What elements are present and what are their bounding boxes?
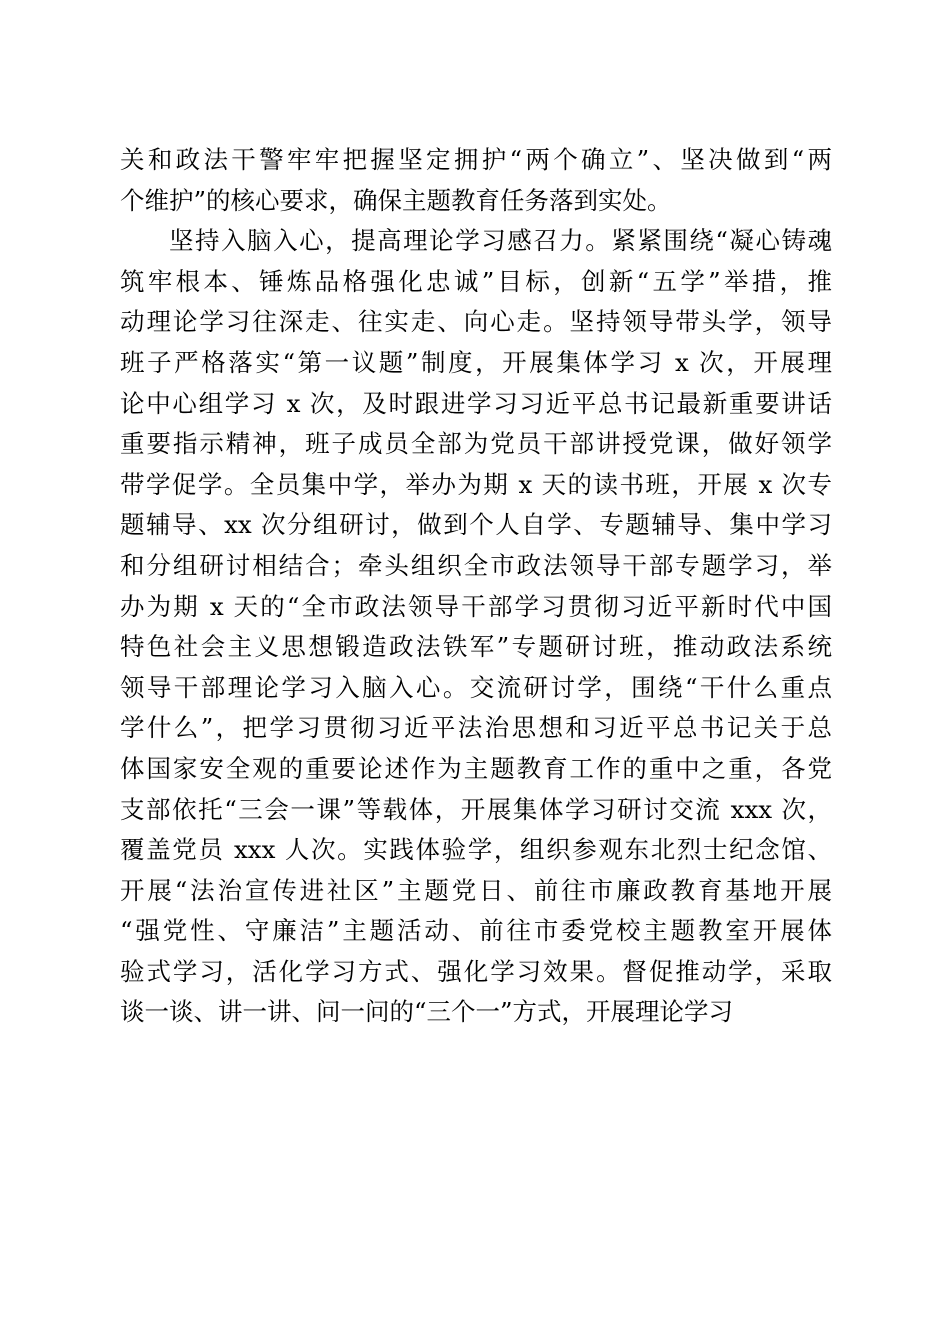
text-line: 体国家安全观的重要论述作为主题教育工作的重中之重，各党 bbox=[120, 753, 832, 783]
text-line: 办为期 x 天的“全市政法领导干部学习贯彻习近平新时代中国 bbox=[120, 591, 832, 621]
paragraph-continuation bbox=[120, 140, 832, 221]
text-line: 个维护”的核心要求，确保主题教育任务落到实处。 bbox=[120, 185, 672, 215]
text-line: 动理论学习往深走、往实走、向心走。坚持领导带头学，领导 bbox=[120, 307, 832, 337]
text-line: 支部依托“三会一课”等载体，开展集体学习研讨交流 xxx 次， bbox=[120, 794, 832, 824]
text-line: 学什么”，把学习贯彻习近平法治思想和习近平总书记关于总 bbox=[120, 713, 832, 743]
text-line: “强党性、守廉洁”主题活动、前往市委党校主题教室开展体 bbox=[120, 916, 832, 946]
text-line: 筑牢根本、锤炼品格强化忠诚”目标，创新“五学”举措，推 bbox=[120, 266, 832, 296]
text-line: 关和政法干警牢牢把握坚定拥护“两个确立”、坚决做到“两 bbox=[120, 145, 832, 174]
text-line: 领导干部理论学习入脑入心。交流研讨学，围绕“干什么重点 bbox=[120, 672, 832, 702]
text-line: 重要指示精神，班子成员全部为党员干部讲授党课，做好领学 bbox=[120, 429, 832, 459]
text-line: 带学促学。全员集中学，举办为期 x 天的读书班，开展 x 次专 bbox=[120, 469, 832, 499]
text-line: 坚持入脑入心，提高理论学习感召力。紧紧围绕“凝心铸魂 bbox=[169, 226, 832, 256]
text-line: 和分组研讨相结合；牵头组织全市政法领导干部专题学习，举 bbox=[120, 550, 832, 580]
text-line: 题辅导、xx 次分组研讨，做到个人自学、专题辅导、集中学习 bbox=[120, 510, 832, 540]
body-text bbox=[120, 140, 832, 1033]
text-line: 论中心组学习 x 次，及时跟进学习习近平总书记最新重要讲话 bbox=[120, 388, 832, 418]
text-line: 覆盖党员 xxx 人次。实践体验学，组织参观东北烈士纪念馆、 bbox=[120, 835, 832, 865]
text-line: 谈一谈、讲一讲、问一问的“三个一”方式，开展理论学习 bbox=[120, 997, 734, 1027]
text-line: 验式学习，活化学习方式、强化学习效果。督促推动学，采取 bbox=[120, 956, 832, 986]
text-line: 班子严格落实“第一议题”制度，开展集体学习 x 次，开展理 bbox=[120, 347, 832, 377]
text-line: 开展“法治宣传进社区”主题党日、前往市廉政教育基地开展 bbox=[120, 875, 832, 905]
text-line: 特色社会主义思想锻造政法铁军”专题研讨班，推动政法系统 bbox=[120, 632, 832, 662]
paragraph-theory-study bbox=[120, 221, 832, 1033]
